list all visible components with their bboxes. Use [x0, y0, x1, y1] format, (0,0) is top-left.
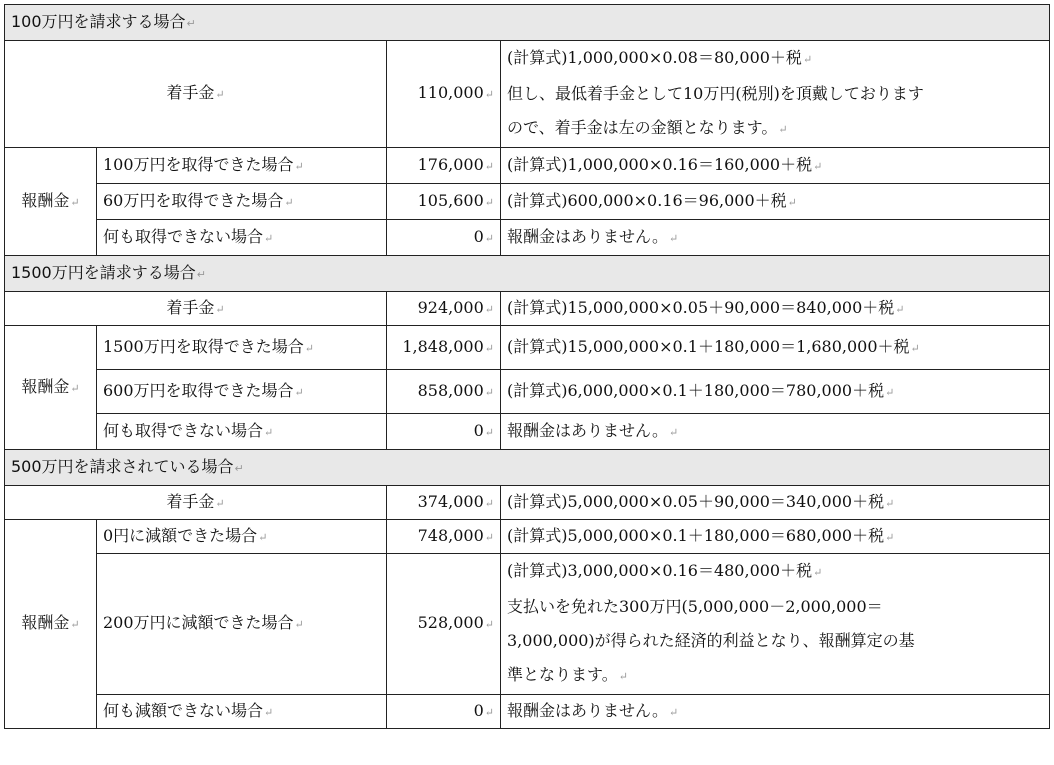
reward-row [5, 554, 1050, 695]
section-header-row [5, 5, 1050, 41]
reward-row [5, 520, 1050, 554]
note-line: 但し、最低着手金として10万円(税別)を頂戴しております [507, 84, 924, 103]
retainer-label: 着手金↵ [5, 486, 387, 520]
reward-group-label: 報酬金↵ [5, 326, 97, 450]
reward-row [5, 220, 1050, 256]
retainer-amount: 110,000↵ [387, 41, 501, 148]
reward-row [5, 184, 1050, 220]
case-amount: 0↵ [387, 695, 501, 729]
retainer-label: 着手金↵ [5, 292, 387, 326]
section-header: 1500万円を請求する場合↵ [5, 256, 1050, 292]
case-note: (計算式)600,000×0.16＝96,000＋税↵ [501, 184, 1050, 220]
case-note: (計算式)6,000,000×0.1＋180,000＝780,000＋税↵ [501, 370, 1050, 414]
case-note: 報酬金はありません。↵ [501, 695, 1050, 729]
note-line: 支払いを免れた300万円(5,000,000－2,000,000＝ [507, 597, 883, 616]
retainer-label: 着手金↵ [5, 41, 387, 148]
reward-row [5, 370, 1050, 414]
retainer-amount: 374,000↵ [387, 486, 501, 520]
note-line: (計算式)3,000,000×0.16＝480,000＋税↵ [507, 561, 823, 580]
retainer-note: (計算式)5,000,000×0.05＋90,000＝340,000＋税↵ [501, 486, 1050, 520]
section-header-row [5, 256, 1050, 292]
case-amount: 0↵ [387, 220, 501, 256]
case-label: 何も取得できない場合↵ [97, 220, 387, 256]
section-header-row [5, 450, 1050, 486]
case-label: 100万円を取得できた場合↵ [97, 148, 387, 184]
case-note: 報酬金はありません。↵ [501, 414, 1050, 450]
note-line: 3,000,000)が得られた経済的利益となり、報酬算定の基 [507, 631, 915, 650]
case-amount: 528,000↵ [387, 554, 501, 695]
case-label: 600万円を取得できた場合↵ [97, 370, 387, 414]
case-label: 何も減額できない場合↵ [97, 695, 387, 729]
fee-table [4, 4, 1050, 729]
case-amount: 0↵ [387, 414, 501, 450]
retainer-row [5, 292, 1050, 326]
retainer-amount: 924,000↵ [387, 292, 501, 326]
case-amount: 1,848,000↵ [387, 326, 501, 370]
note-line: (計算式)1,000,000×0.08＝80,000＋税↵ [507, 48, 813, 67]
case-label: 0円に減額できた場合↵ [97, 520, 387, 554]
reward-group-label: 報酬金↵ [5, 520, 97, 729]
case-amount: 176,000↵ [387, 148, 501, 184]
reward-row [5, 695, 1050, 729]
case-label: 1500万円を取得できた場合↵ [97, 326, 387, 370]
reward-group-label: 報酬金↵ [5, 148, 97, 256]
retainer-note: (計算式)15,000,000×0.05＋90,000＝840,000＋税↵ [501, 292, 1050, 326]
retainer-row [5, 41, 1050, 148]
case-label: 60万円を取得できた場合↵ [97, 184, 387, 220]
note-line: 準となります。↵ [507, 665, 628, 684]
case-label: 200万円に減額できた場合↵ [97, 554, 387, 695]
case-note: (計算式)1,000,000×0.16＝160,000＋税↵ [501, 148, 1050, 184]
reward-row [5, 414, 1050, 450]
case-note: 報酬金はありません。↵ [501, 220, 1050, 256]
case-note: (計算式)15,000,000×0.1＋180,000＝1,680,000＋税↵ [501, 326, 1050, 370]
case-label: 何も取得できない場合↵ [97, 414, 387, 450]
case-note [501, 554, 1050, 695]
reward-row [5, 326, 1050, 370]
case-amount: 748,000↵ [387, 520, 501, 554]
section-header: 500万円を請求されている場合↵ [5, 450, 1050, 486]
reward-row [5, 148, 1050, 184]
case-note: (計算式)5,000,000×0.1＋180,000＝680,000＋税↵ [501, 520, 1050, 554]
case-amount: 858,000↵ [387, 370, 501, 414]
retainer-row [5, 486, 1050, 520]
retainer-note [501, 41, 1050, 148]
section-header: 100万円を請求する場合↵ [5, 5, 1050, 41]
note-line: ので、着手金は左の金額となります。↵ [507, 118, 788, 137]
case-amount: 105,600↵ [387, 184, 501, 220]
